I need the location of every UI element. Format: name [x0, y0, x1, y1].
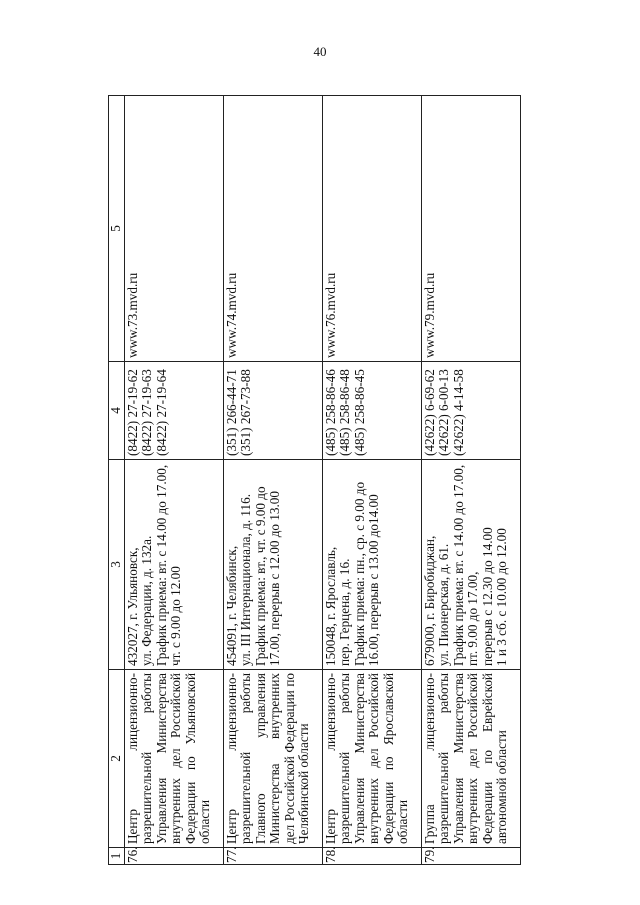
organization-name: Центр лицензионно-разрешительной работы Управления Министерства внутренних дел Российской Федерации по Ярославской области: [322, 670, 421, 848]
table-row: [322, 96, 421, 865]
address-line: 16.00, перерыв с 13.00 до14.00: [366, 494, 381, 666]
table-row: [124, 96, 223, 865]
address-cell: [124, 460, 223, 670]
table-row: [421, 96, 520, 865]
address-line: пт. 9.00 до 17.00,: [465, 571, 480, 666]
phones-cell: [322, 362, 421, 460]
phones-cell: [223, 362, 322, 460]
website-cell: [124, 96, 223, 362]
header-col-1: 1: [109, 848, 125, 865]
address-line: 454091, г. Челябинск,: [223, 545, 239, 666]
phones-cell: [124, 362, 223, 460]
address-line: 679000, г. Биробиджан,: [421, 535, 437, 666]
header-col-4: 4: [109, 362, 125, 460]
table-wrapper: [108, 95, 520, 865]
address-cell: [421, 460, 520, 670]
website-cell: [223, 96, 322, 362]
phones-cell: [421, 362, 520, 460]
address-line: перерыв с 12.30 до 14.00: [479, 527, 495, 666]
address-line: ул. III Интернационала, д. 116.: [238, 493, 253, 666]
address-line: ул. Пионерская, д. 61.: [436, 543, 451, 666]
address-line: чт. с 9.00 до 12.00: [168, 566, 183, 666]
website-link[interactable]: www.73.mvd.ru: [124, 272, 140, 358]
header-row: [109, 96, 125, 865]
website-cell: [421, 96, 520, 362]
organization-name: Центр лицензионно-разрешительной работы Главного управления Министерства внутренних дел Российской Федерации по Челябинской области: [223, 670, 322, 848]
phone-number: (485) 258-86-46: [322, 369, 338, 456]
website-link[interactable]: www.76.mvd.ru: [322, 272, 338, 358]
organization-name: Группа лицензионно-разрешительной работы Управления Министерства внутренних дел Российской Федерации по Еврейской автономной области: [421, 670, 520, 848]
address-line: 432027, г. Ульяновск,: [124, 547, 140, 666]
header-col-3: 3: [109, 460, 125, 670]
phone-number: (485) 258-86-45: [351, 369, 367, 456]
phone-number: (351) 266-44-71: [223, 369, 239, 456]
address-line: 150048, г. Ярославль,: [322, 546, 338, 666]
address-line: График приема: пн., ср. с 9.00 до: [351, 481, 367, 666]
address-line: 17.00, перерыв с 12.00 до 13.00: [267, 491, 282, 666]
rotated-table-area: [108, 95, 520, 865]
page-number: 40: [313, 44, 327, 59]
phone-number: (485) 258-86-48: [337, 369, 352, 456]
organization-name: Центр лицензионно-разрешительной работы Управления Министерства внутренних дел Российской Федерации по Ульяновской области: [124, 670, 223, 848]
row-number: 79.: [421, 848, 520, 865]
address-line: График приема: вт. с 14.00 до 17.00,: [450, 464, 466, 666]
header-col-2: 2: [109, 670, 125, 848]
address-line: График приема: вт., чт. с 9.00 до: [252, 486, 268, 666]
address-cell: [223, 460, 322, 670]
website-link[interactable]: www.79.mvd.ru: [421, 272, 437, 358]
phone-number: (42622) 6-00-13: [436, 369, 451, 456]
website-link[interactable]: www.74.mvd.ru: [223, 272, 239, 358]
address-line: пер. Герцена, д. 16.: [337, 558, 352, 666]
website-cell: [322, 96, 421, 362]
header-col-5: 5: [109, 96, 125, 362]
address-cell: [322, 460, 421, 670]
address-line: ул. Федерации, д. 132а.: [139, 535, 154, 666]
licensing-centers-table: [108, 95, 521, 865]
phone-number: (351) 267-73-88: [238, 369, 253, 456]
phone-number: (8422) 27-19-62: [124, 369, 140, 456]
address-line: 1 и 3 сб. с 10.00 до 12.00: [494, 528, 509, 666]
row-number: 77.: [223, 848, 322, 865]
row-number: 76.: [124, 848, 223, 865]
address-line: График приема: вт. с 14.00 до 17.00,: [153, 464, 169, 666]
row-number: 78.: [322, 848, 421, 865]
table-row: [223, 96, 322, 865]
phone-number: (8422) 27-19-64: [153, 369, 169, 456]
phone-number: (42622) 6-69-62: [421, 369, 437, 456]
phone-number: (42622) 4-14-58: [450, 369, 466, 456]
phone-number: (8422) 27-19-63: [139, 369, 154, 456]
